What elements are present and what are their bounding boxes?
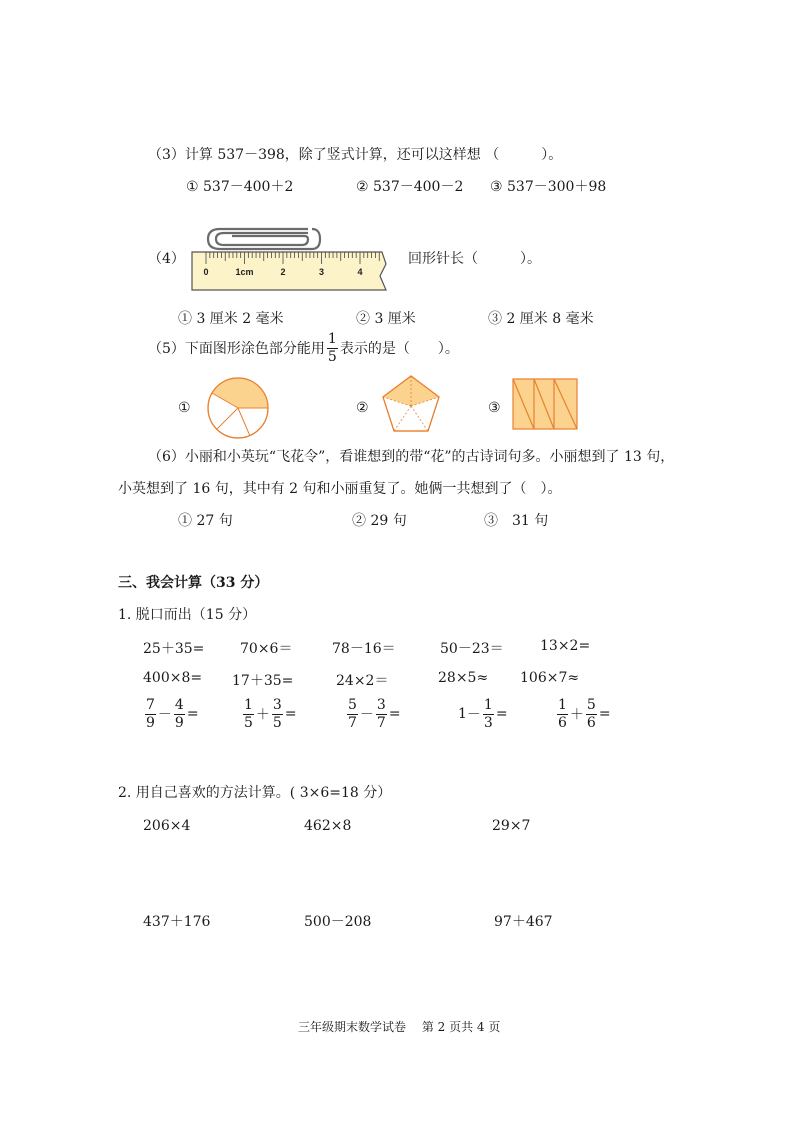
fraction-problem-3 <box>345 698 401 730</box>
calc-problem-1: 206×4 <box>143 818 191 834</box>
calc-problem-4: 437＋176 <box>143 914 211 930</box>
q4-option-3: ③ 2 厘米 8 毫米 <box>488 311 594 327</box>
calc-problem-3: 29×7 <box>492 818 531 834</box>
ruler-tick-label: 1cm <box>235 267 254 277</box>
fraction-problem-5 <box>555 698 611 730</box>
circle-figure <box>206 376 270 440</box>
frac-den: 6 <box>586 714 596 731</box>
q4-option-2: ② 3 厘米 <box>356 311 416 327</box>
fraction-problem-2 <box>241 698 297 730</box>
q5-frac-num: 1 <box>327 331 337 347</box>
frac-num: 1 <box>558 697 567 713</box>
fraction-problem-4 <box>458 698 508 730</box>
q5-label-2: ② <box>356 400 369 416</box>
fraction-problem-1 <box>143 698 199 730</box>
frac-num: 1 <box>244 697 253 713</box>
section-3-title: 三、我会计算（33 分） <box>118 575 269 591</box>
ruler-tick-label: 4 <box>357 267 363 277</box>
frac-den: 7 <box>376 714 386 731</box>
operator: ＋ <box>569 707 584 724</box>
fraction <box>272 698 283 730</box>
frac-num: 5 <box>586 697 596 713</box>
fraction <box>586 698 597 730</box>
calc-problem-5: 500－208 <box>304 914 372 930</box>
q6-option-2: ② 29 句 <box>352 513 407 529</box>
frac-num: 3 <box>376 697 386 713</box>
q4-label: （4） <box>148 251 185 267</box>
operator: ＋ <box>255 707 270 724</box>
fraction <box>376 698 387 730</box>
frac-den: 6 <box>558 714 567 731</box>
fraction <box>145 698 156 730</box>
frac-num: 4 <box>174 697 184 713</box>
frac-num: 1 <box>483 697 493 713</box>
parallelogram-figure <box>512 378 578 430</box>
equals-sign: = <box>186 706 199 723</box>
equals-sign: = <box>284 706 297 723</box>
mental-math-r1-2: 70×6＝ <box>240 641 293 657</box>
q3-stem: （3）计算 537－398，除了竖式计算，还可以这样想 （ ）。 <box>148 147 563 163</box>
equals-sign: = <box>388 706 401 723</box>
mental-math-r2-3: 24×2＝ <box>336 673 389 689</box>
fraction <box>174 698 185 730</box>
part-1-title: 1. 脱口而出（15 分） <box>118 607 257 623</box>
frac-num: 5 <box>348 697 357 713</box>
q5-label-1: ① <box>178 400 191 416</box>
whole-number: 1 <box>458 706 467 723</box>
frac-den: 9 <box>146 714 155 731</box>
frac-den: 5 <box>272 714 282 731</box>
fraction <box>243 698 254 730</box>
fraction <box>347 698 358 730</box>
q6-line-1: （6）小丽和小英玩“飞花令”，看谁想到的带“花”的古诗词句多。小丽想到了 13 句， <box>148 449 675 465</box>
ruler-tick-label: 3 <box>318 267 325 277</box>
fraction <box>557 698 568 730</box>
q4-stem: 回形针长（ ）。 <box>408 251 541 267</box>
frac-den: 3 <box>483 714 493 731</box>
frac-num: 7 <box>146 697 155 713</box>
mental-math-r1-5: 13×2= <box>540 638 591 654</box>
q5-label-3: ③ <box>488 400 501 416</box>
mental-math-r2-4: 28×5≈ <box>438 670 489 686</box>
q3-option-2: ② 537－400－2 <box>356 179 464 195</box>
operator: － <box>359 707 374 724</box>
frac-den: 7 <box>348 714 357 731</box>
ruler-tick-label: 0 <box>203 267 209 277</box>
part-2-title: 2. 用自己喜欢的方法计算。( 3×6=18 分） <box>118 785 392 801</box>
q5-frac-den: 5 <box>327 348 337 365</box>
q5-fraction <box>327 332 338 364</box>
q3-option-3: ③ 537－300＋98 <box>490 179 607 195</box>
ruler-tick-label: 2 <box>280 267 286 277</box>
operator: － <box>466 707 481 724</box>
mental-math-r2-2: 17＋35= <box>232 673 294 689</box>
q3-option-1: ① 537－400＋2 <box>186 179 294 195</box>
pentagon-figure <box>380 374 442 434</box>
q6-option-3: ③ 31 句 <box>484 513 549 529</box>
q6-option-1: ① 27 句 <box>178 513 233 529</box>
mental-math-r1-1: 25＋35= <box>143 641 205 657</box>
frac-num: 3 <box>272 697 282 713</box>
q5-stem-suffix: 表示的是（ ）。 <box>339 341 459 358</box>
equals-sign: = <box>495 706 508 723</box>
paperclip-icon <box>208 229 320 249</box>
calc-problem-2: 462×8 <box>304 818 352 834</box>
q6-line-2: 小英想到了 16 句，其中有 2 句和小丽重复了。她俩一共想到了（ ）。 <box>118 481 562 497</box>
page-footer: 三年级期末数学试卷 第 2 页共 4 页 <box>298 1020 501 1034</box>
frac-den: 9 <box>174 714 184 731</box>
mental-math-r2-1: 400×8= <box>143 670 203 686</box>
ruler-with-paperclip-figure <box>190 210 400 292</box>
fraction <box>483 698 494 730</box>
q5-stem-prefix: （5）下面图形涂色部分能用 <box>148 341 325 358</box>
mental-math-r1-4: 50－23＝ <box>440 641 504 657</box>
equals-sign: = <box>598 706 611 723</box>
frac-den: 5 <box>244 714 253 731</box>
calc-problem-6: 97＋467 <box>494 914 553 930</box>
q4-option-1: ① 3 厘米 2 毫米 <box>178 311 284 327</box>
q5-stem <box>148 332 459 364</box>
mental-math-r1-3: 78－16＝ <box>332 641 396 657</box>
mental-math-r2-5: 106×7≈ <box>520 670 580 686</box>
operator: － <box>157 707 172 724</box>
